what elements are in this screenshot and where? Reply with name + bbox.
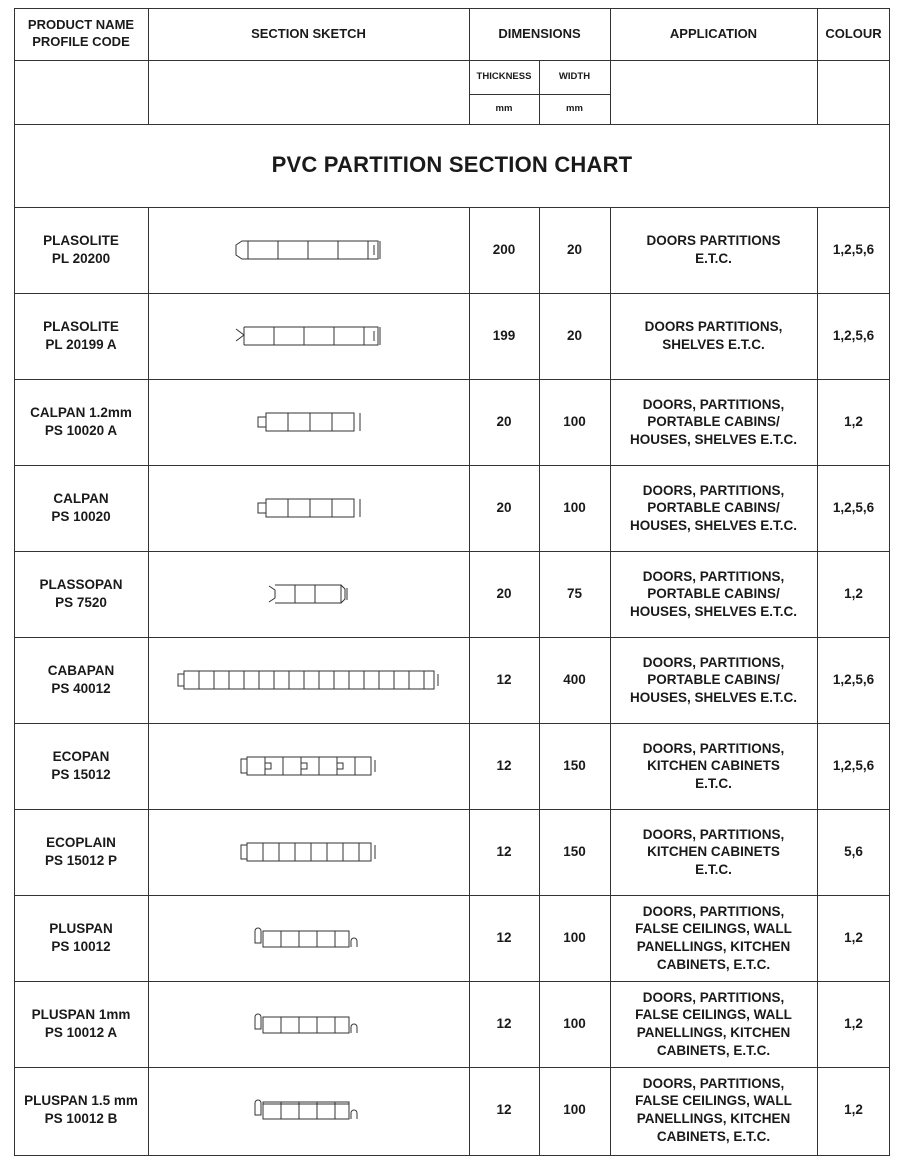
application-line: DOORS, PARTITIONS, (642, 396, 785, 412)
row-divider (14, 723, 890, 724)
application-line: CABINETS, E.T.C. (656, 1128, 771, 1144)
colour-value: 1,2 (844, 1016, 863, 1032)
row-divider (14, 124, 890, 125)
application-line: HOUSES, SHELVES E.T.C. (629, 517, 798, 533)
product-name: PLUSPAN (49, 921, 113, 937)
thickness-value: 12 (496, 1102, 512, 1118)
column-divider (817, 8, 818, 124)
profile-code: PL 20200 (51, 251, 111, 266)
profile-code: PS 10012 (51, 939, 111, 954)
colour-value: 1,2 (844, 414, 863, 430)
application-line: CABINETS, E.T.C. (656, 1042, 771, 1058)
thickness-unit: mm (495, 102, 513, 114)
width-value: 75 (566, 586, 583, 602)
application-line: PORTABLE CABINS/ (647, 500, 780, 516)
row-divider (14, 293, 890, 294)
width-value: 400 (563, 672, 586, 688)
application-line: DOORS PARTITIONS (646, 233, 781, 249)
application-line: FALSE CEILINGS, WALL (635, 1093, 792, 1109)
application-line: SHELVES E.T.C. (662, 337, 765, 352)
width-value: 100 (563, 1102, 586, 1118)
colour-value: 1,2 (844, 930, 863, 946)
application-header: APPLICATION (669, 25, 758, 41)
product-name: CALPAN 1.2mm (30, 405, 132, 421)
thickness-header: THICKNESS (476, 70, 532, 82)
row-divider (14, 60, 890, 61)
column-divider (148, 207, 149, 1156)
colour-value: 1,2,5,6 (832, 500, 875, 516)
application-line: DOORS, PARTITIONS, (642, 1075, 785, 1091)
application-line: DOORS, PARTITIONS, (642, 740, 785, 756)
row-divider (14, 379, 890, 380)
application-line: E.T.C. (695, 775, 732, 791)
row-divider (14, 895, 890, 896)
thickness-value: 12 (496, 1016, 512, 1032)
colour-value: 1,2,5,6 (832, 758, 875, 774)
column-divider (148, 8, 149, 124)
thickness-value: 199 (492, 328, 516, 344)
application-line: E.T.C. (695, 861, 732, 877)
row-divider (14, 637, 890, 638)
width-value: 100 (563, 1016, 586, 1032)
row-divider (14, 465, 890, 466)
profile-code: PS 7520 (55, 595, 107, 610)
application-line: FALSE CEILINGS, WALL (635, 1007, 792, 1023)
application-line: KITCHEN CABINETS (647, 844, 780, 860)
product-name: CABAPAN (47, 663, 115, 679)
application-line: HOUSES, SHELVES E.T.C. (629, 431, 798, 447)
column-divider (610, 207, 611, 1156)
table-grid (14, 8, 890, 1156)
row-divider (14, 981, 890, 982)
application-line: CABINETS, E.T.C. (656, 956, 771, 972)
thickness-value: 20 (496, 414, 512, 430)
width-value: 150 (563, 844, 586, 860)
width-unit: mm (566, 102, 583, 114)
application-line: DOORS PARTITIONS, (644, 319, 783, 335)
thickness-value: 12 (496, 672, 512, 688)
thickness-value: 12 (496, 930, 512, 946)
colour-value: 1,2,5,6 (832, 672, 875, 688)
thickness-value: 20 (496, 500, 512, 516)
profile-code: PS 10012 A (44, 1025, 118, 1040)
page-title: PVC PARTITION SECTION CHART (271, 152, 633, 178)
column-divider (539, 60, 540, 124)
width-value: 100 (563, 930, 586, 946)
colour-value: 5,6 (844, 844, 863, 860)
application-line: E.T.C. (695, 251, 732, 266)
colour-value: 1,2,5,6 (832, 242, 875, 258)
application-line: PORTABLE CABINS/ (647, 672, 780, 688)
profile-code: PS 15012 (51, 767, 111, 782)
profile-code: PS 10020 (51, 509, 111, 524)
row-divider (14, 551, 890, 552)
column-divider (469, 207, 470, 1156)
column-divider (610, 8, 611, 124)
dimensions-header: DIMENSIONS (498, 25, 581, 41)
column-divider (469, 8, 470, 124)
width-value: 150 (563, 758, 586, 774)
product-name: PLASOLITE (43, 233, 119, 249)
application-line: DOORS, PARTITIONS, (642, 654, 785, 670)
width-value: 20 (566, 328, 583, 344)
colour-header: COLOUR (825, 25, 882, 41)
profile-code: PS 15012 P (44, 853, 118, 868)
application-line: DOORS, PARTITIONS, (642, 903, 785, 919)
column-divider (539, 207, 540, 1156)
application-line: PANELLINGS, KITCHEN (636, 1025, 791, 1040)
product-name: PLUSPAN 1mm (31, 1007, 131, 1023)
colour-value: 1,2 (844, 586, 863, 602)
column-divider (817, 207, 818, 1156)
thickness-value: 200 (492, 242, 516, 258)
application-line: DOORS, PARTITIONS, (642, 568, 785, 584)
row-divider (14, 1067, 890, 1068)
section-sketch-header: SECTION SKETCH (251, 25, 366, 41)
width-value: 100 (563, 500, 586, 516)
application-line: DOORS, PARTITIONS, (642, 826, 785, 842)
colour-value: 1,2,5,6 (832, 328, 875, 344)
thickness-value: 12 (496, 758, 512, 774)
application-line: PANELLINGS, KITCHEN (636, 939, 791, 954)
application-line: PORTABLE CABINS/ (647, 414, 780, 430)
application-line: HOUSES, SHELVES E.T.C. (629, 689, 798, 705)
product-name: ECOPLAIN (46, 835, 116, 851)
width-value: 20 (566, 242, 583, 258)
product-name: PLASSOPAN (39, 577, 123, 593)
product-name: ECOPAN (52, 749, 110, 765)
product-name: CALPAN (53, 491, 109, 507)
profile-code: PS 10020 A (44, 423, 118, 438)
application-line: HOUSES, SHELVES E.T.C. (629, 603, 798, 619)
thickness-value: 12 (496, 844, 512, 860)
product-name: PLASOLITE (43, 319, 119, 335)
profile-code: PS 10012 B (44, 1111, 118, 1126)
profile-code-label: PROFILE CODE (32, 34, 130, 49)
row-divider (14, 207, 890, 208)
profile-code: PS 40012 (51, 681, 111, 696)
row-divider (14, 809, 890, 810)
application-line: PANELLINGS, KITCHEN (636, 1111, 791, 1126)
product-name: PLUSPAN 1.5 mm (24, 1093, 138, 1109)
width-header: WIDTH (558, 70, 591, 82)
profile-code: PL 20199 A (45, 337, 117, 352)
colour-value: 1,2 (844, 1102, 863, 1118)
application-line: PORTABLE CABINS/ (647, 586, 780, 602)
thickness-value: 20 (496, 586, 512, 602)
application-line: FALSE CEILINGS, WALL (635, 921, 792, 937)
application-line: KITCHEN CABINETS (647, 758, 780, 774)
width-value: 100 (563, 414, 586, 430)
application-line: DOORS, PARTITIONS, (642, 989, 785, 1005)
application-line: DOORS, PARTITIONS, (642, 482, 785, 498)
product-name-label: PRODUCT NAME (27, 17, 135, 33)
